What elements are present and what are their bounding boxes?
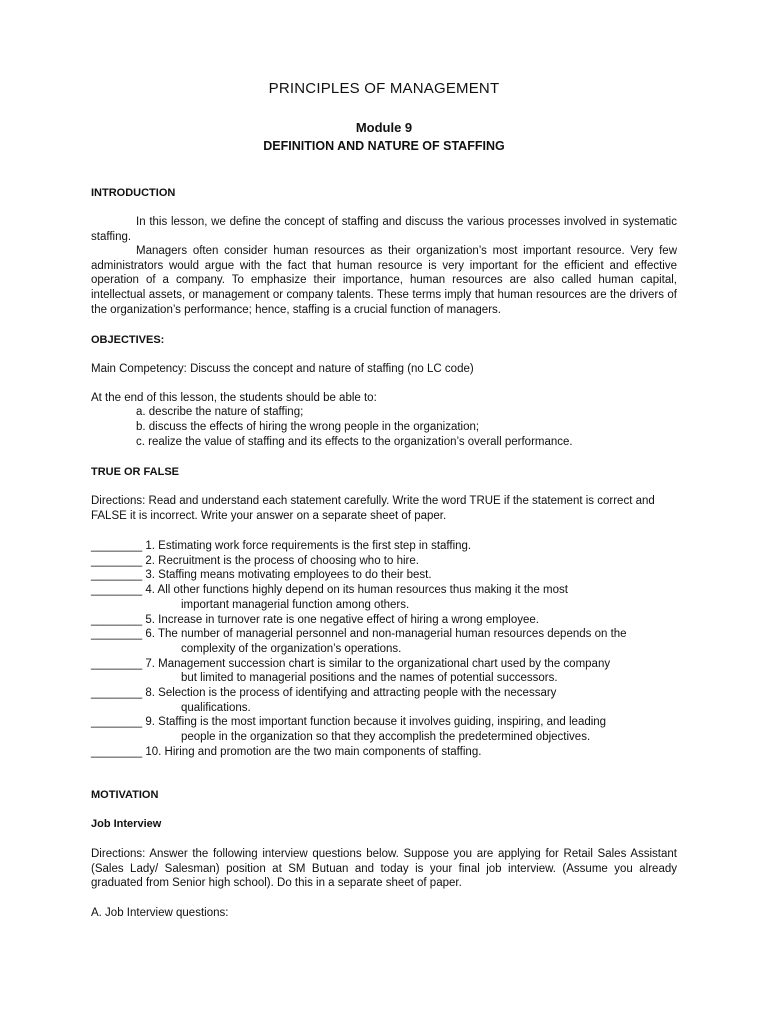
motivation-directions: Directions: Answer the following interview questions below. Suppose you are applying for Retail Sales Assistant (Sales Lady/ Salesman) position at SM Butuan and today is your final job interview. (Assume you already graduated from Senior high school). Do this in a separate sheet of paper. [91,848,677,890]
statement-text: 7. Management succession chart is similar to the organizational chart used by the company [145,657,611,670]
answer-blank: ________ [91,716,143,729]
true-false-item [91,657,677,672]
job-interview-questions-label: A. Job Interview questions: [91,907,229,919]
true-false-directions: Directions: Read and understand each statement carefully. Write the word TRUE if the statement is correct and FALSE it is incorrect. Write your answer on a separate sheet of paper. [91,495,655,522]
objectives-heading: OBJECTIVES: [91,334,165,346]
objective-item: c. realize the value of staffing and its effects to the organization’s overall performance. [136,436,573,448]
statement-text: 4. All other functions highly depend on its human resources thus making it the most [145,584,568,597]
answer-blank: ________ [91,628,143,641]
introduction-paragraph-2: Managers often consider human resources as their organization’s most important resource. Very few administrators would argue with the fact that human resource is very important for the efficient and effective operation of a company. To emphasize their importance, human resources are also called human capital, intellectual assets, or management or company talents. These terms imply that human resources are the drivers of the organization’s performance; hence, staffing is a crucial function of managers. [91,245,677,316]
true-false-item [91,583,677,598]
statement-text: 8. Selection is the process of identifying and attracting people with the necessary [145,687,557,700]
statement-text: 6. The number of managerial personnel and non-managerial human resources depends on the [145,628,627,641]
main-competency: Main Competency: Discuss the concept and nature of staffing (no LC code) [91,363,474,375]
statement-text: 10. Hiring and promotion are the two main components of staffing. [145,745,482,758]
true-false-item [91,568,677,583]
answer-blank: ________ [91,569,143,582]
module-subtitle: DEFINITION AND NATURE OF STAFFING [263,139,505,153]
module-label: Module 9 [355,120,413,135]
true-false-item [91,745,677,760]
statement-continuation: complexity of the organization’s operations. [181,642,402,655]
true-false-item [91,686,677,701]
objective-item: a. describe the nature of staffing; [136,406,304,418]
statement-text: 5. Increase in turnover rate is one negative effect of hiring a wrong employee. [145,613,539,626]
answer-blank: ________ [91,584,143,597]
objective-item: b. discuss the effects of hiring the wrong people in the organization; [136,421,480,433]
introduction-heading: INTRODUCTION [91,187,176,199]
true-false-heading: TRUE OR FALSE [91,466,180,478]
statement-continuation: important managerial function among others. [181,598,410,611]
true-false-item [91,627,677,642]
motivation-heading: MOTIVATION [91,789,159,801]
answer-blank: ________ [91,687,143,700]
document-title: PRINCIPLES OF MANAGEMENT [268,80,500,97]
statement-text: 9. Staffing is the most important function because it involves guiding, inspiring, and leading [145,716,607,729]
true-false-item [91,554,677,569]
answer-blank: ________ [91,745,143,758]
answer-blank: ________ [91,554,143,567]
statement-text: 2. Recruitment is the process of choosing who to hire. [145,554,419,567]
job-interview-heading: Job Interview [91,818,162,830]
statement-continuation: people in the organization so that they accomplish the predetermined objectives. [181,731,591,744]
true-false-list [91,539,677,760]
statement-continuation: qualifications. [181,701,251,714]
true-false-item [91,715,677,730]
statement-text: 1. Estimating work force requirements is the first step in staffing. [145,540,472,552]
statement-text: 3. Staffing means motivating employees to do their best. [145,569,432,582]
true-false-item [91,613,677,628]
introduction-paragraph-1: In this lesson, we define the concept of staffing and discuss the various processes involved in systematic staffing. [91,216,677,243]
answer-blank: ________ [91,613,143,626]
answer-blank: ________ [91,540,143,552]
answer-blank: ________ [91,657,143,670]
statement-continuation: but limited to managerial positions and the names of potential successors. [181,672,558,685]
true-false-item [91,539,677,554]
objectives-intro: At the end of this lesson, the students should be able to: [91,392,377,404]
